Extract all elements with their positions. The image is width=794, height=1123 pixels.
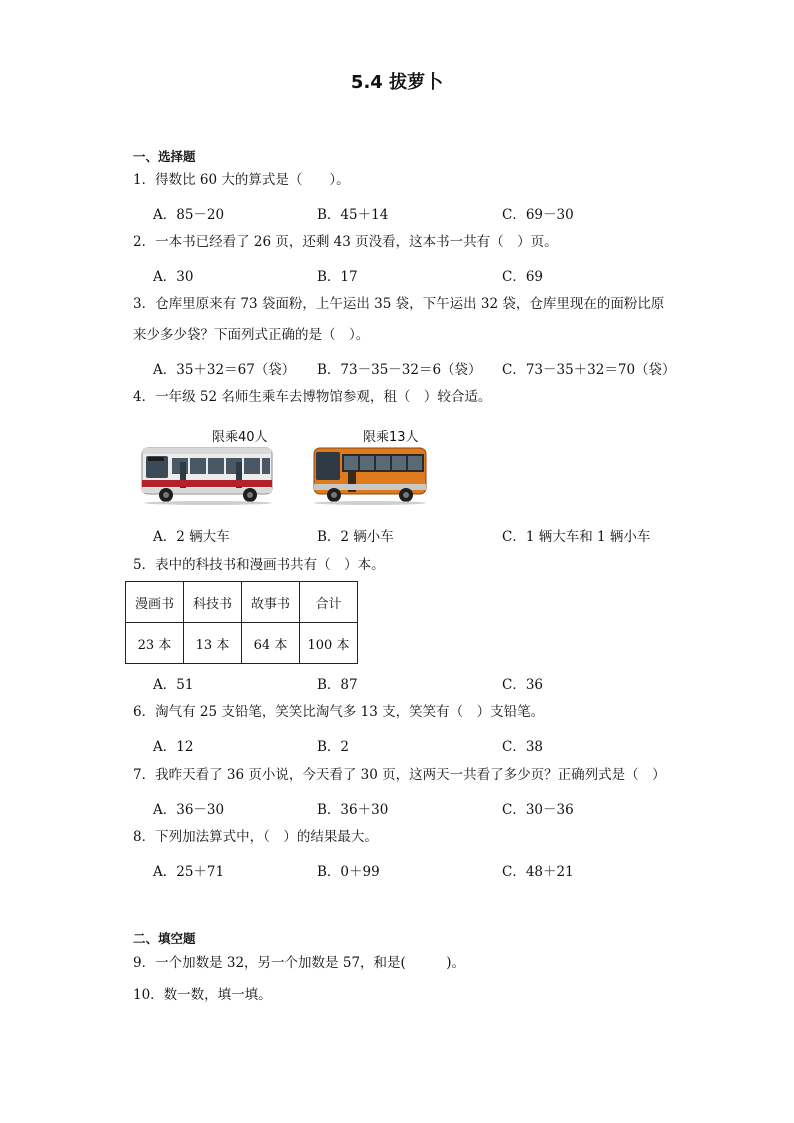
q1-option-b: B．45＋14 [317, 207, 389, 223]
page-title: 5.4 拔萝卜 [350, 72, 444, 93]
section-heading-fill: 二、填空题 [133, 931, 196, 946]
question-4: 4．一年级 52 名师生乘车去博物馆参观，租（ ）较合适。 [133, 389, 492, 405]
q7-option-a: A．36－30 [153, 802, 225, 818]
table-cell: 100 本 [300, 623, 358, 664]
q5-option-c: C．36 [502, 677, 544, 693]
question-3-line-2: 来少多少袋？下面列式正确的是（ ）。 [133, 327, 370, 343]
q6-option-b: B．2 [317, 739, 350, 755]
q7-option-b: B．36＋30 [317, 802, 389, 818]
table-header-row [126, 582, 358, 623]
question-9: 9．一个加数是 32，另一个加数是 57，和是( )。 [133, 955, 466, 971]
q3-option-b: B．73－35－32＝6（袋） [317, 362, 482, 378]
q2-option-c: C．69 [502, 269, 544, 285]
table-row [126, 623, 358, 664]
section-heading-choice: 一、选择题 [133, 149, 196, 164]
q8-option-b: B．0＋99 [317, 864, 380, 880]
table-header-cell: 故事书 [242, 582, 300, 623]
q3-option-a: A．35＋32＝67（袋） [153, 362, 296, 378]
book-table [125, 581, 358, 664]
question-8: 8．下列加法算式中，（ ）的结果最大。 [133, 829, 378, 845]
table-header-cell: 漫画书 [126, 582, 184, 623]
q8-option-c: C．48＋21 [502, 864, 574, 880]
q4-option-a: A．2 辆大车 [153, 529, 230, 545]
q2-option-b: B．17 [317, 269, 358, 285]
big-bus-label: 限乘40人 [212, 430, 268, 445]
question-5: 5．表中的科技书和漫画书共有（ ）本。 [133, 557, 385, 573]
table-cell: 64 本 [242, 623, 300, 664]
table-header-cell: 科技书 [184, 582, 242, 623]
q7-option-c: C．30－36 [502, 802, 574, 818]
q8-option-a: A．25＋71 [153, 864, 225, 880]
question-2: 2．一本书已经看了 26 页，还剩 43 页没看，这本书一共有（ ）页。 [133, 234, 558, 250]
q6-option-c: C．38 [502, 739, 544, 755]
q2-option-a: A．30 [153, 269, 194, 285]
question-6: 6．淘气有 25 支铅笔，笑笑比淘气多 13 支，笑笑有（ ）支铅笔。 [133, 704, 545, 720]
q5-option-a: A．51 [153, 677, 194, 693]
table-cell: 13 本 [184, 623, 242, 664]
question-10: 10．数一数，填一填。 [133, 987, 272, 1003]
question-1: 1．得数比 60 大的算式是（ ）。 [133, 172, 350, 188]
q6-option-a: A．12 [153, 739, 194, 755]
q3-option-c: C．73－35＋32＝70（袋） [502, 362, 676, 378]
table-cell: 23 本 [126, 623, 184, 664]
q4-option-c: C．1 辆大车和 1 辆小车 [502, 529, 651, 545]
q4-option-b: B．2 辆小车 [317, 529, 394, 545]
small-bus-image [310, 444, 430, 506]
big-bus-image [140, 444, 276, 506]
question-7: 7．我昨天看了 36 页小说，今天看了 30 页，这两天一共看了多少页？正确列式是（ ） [133, 767, 666, 783]
q1-option-a: A．85－20 [153, 207, 225, 223]
small-bus-label: 限乘13人 [363, 430, 419, 445]
question-3-line-1: 3．仓库里原来有 73 袋面粉，上午运出 35 袋，下午运出 32 袋，仓库里现在的面粉比原 [133, 296, 665, 312]
q1-option-c: C．69－30 [502, 207, 574, 223]
q5-option-b: B．87 [317, 677, 358, 693]
table-header-cell: 合计 [300, 582, 358, 623]
